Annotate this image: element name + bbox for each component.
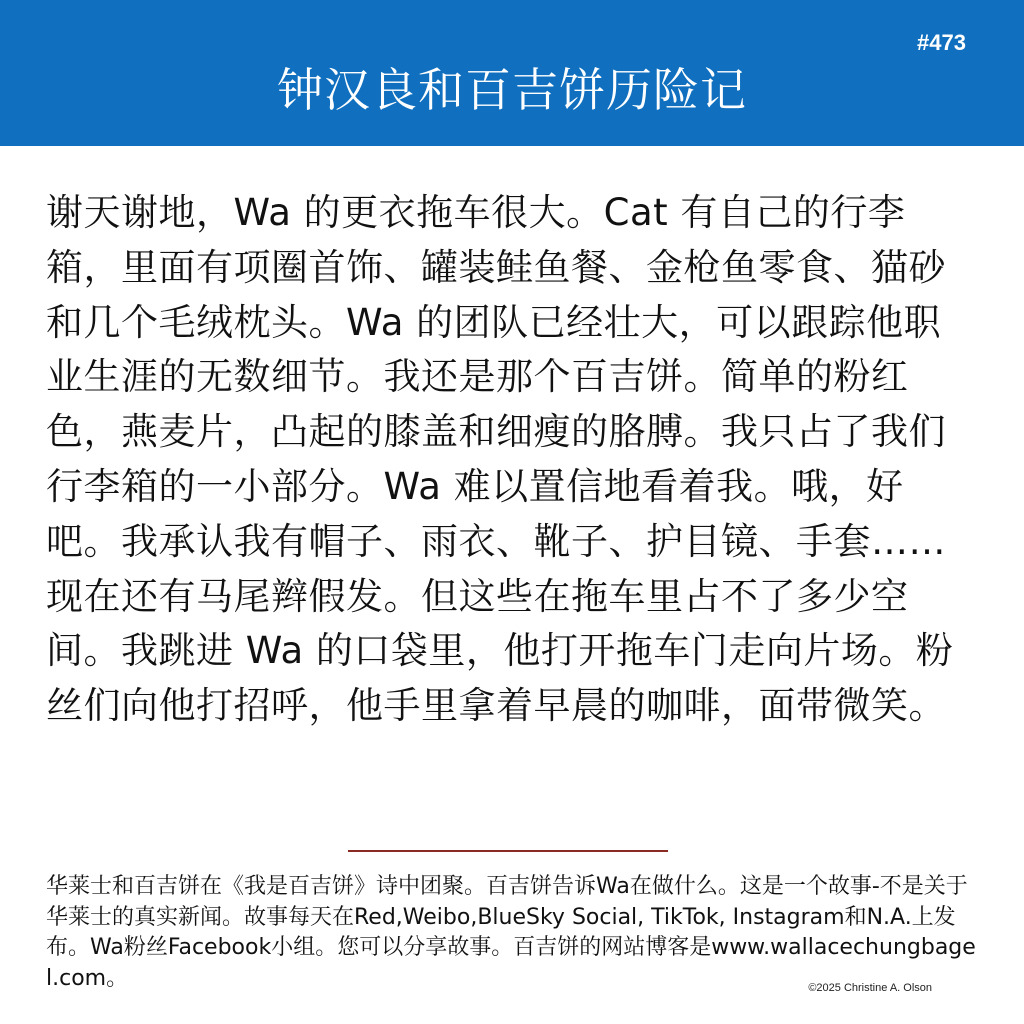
copyright-notice: ©2025 Christine A. Olson (808, 982, 932, 994)
footer-note: 华莱士和百吉饼在《我是百吉饼》诗中团聚。百吉饼告诉Wa在做什么。这是一个故事-不是关于华莱士的真实新闻。故事每天在Red,Weibo,BlueSky Social, TikTok, Instagram和N.A.上发布。Wa粉丝Facebook小组。您可以分享故事。百吉饼的网站博客是www.wallacechungbagel.com。 (46, 874, 976, 991)
story-body: 谢天谢地，Wa 的更衣拖车很大。Cat 有自己的行李箱，里面有项圈首饰、罐装鲑鱼餐、金枪鱼零食、猫砂和几个毛绒枕头。Wa 的团队已经壮大，可以跟踪他职业生涯的无数细节。我还是那个百吉饼。简单的粉红色，燕麦片，凸起的膝盖和细瘦的胳膊。我只占了我们行李箱的一小部分。Wa 难以置信地看着我。哦，好吧。我承认我有帽子、雨衣、靴子、护目镜、手套……现在还有马尾辫假发。但这些在拖车里占不了多少空间。我跳进 Wa 的口袋里，他打开拖车门走向片场。粉丝们向他打招呼，他手里拿着早晨的咖啡，面带微笑。 (46, 191, 954, 728)
header-banner (0, 0, 1024, 146)
divider-line (348, 850, 668, 852)
page-title: 钟汉良和百吉饼历险记 (277, 63, 747, 117)
episode-number: #473 (917, 30, 966, 55)
